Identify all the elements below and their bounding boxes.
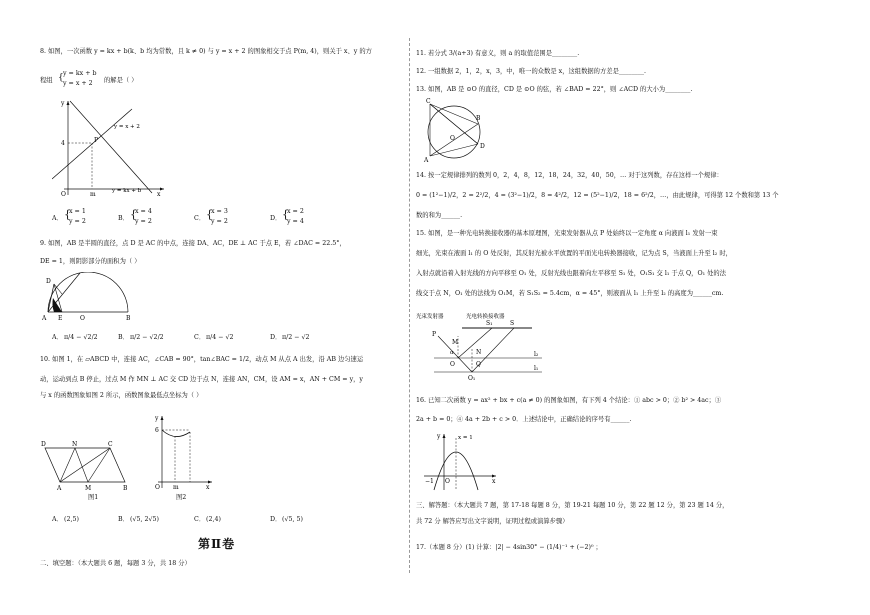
- q10-fig2-curve: [162, 430, 190, 437]
- q10-fig2-label-o: O: [155, 484, 160, 490]
- q16-label-axis: x = 1: [458, 435, 473, 441]
- q8-option-c-letter: C．: [194, 215, 206, 222]
- q10-fig2-label-six: 6: [155, 427, 159, 434]
- q16-label-y: y: [437, 433, 441, 440]
- q15-label-o1: O₁: [468, 375, 476, 382]
- q10-option-b-text: (√5, 2√5): [130, 516, 159, 523]
- q11: 11. 若分式 3/(a+3) 有意义，则 a 的取值范围是________.: [416, 50, 580, 57]
- q10-fig2-y-arrow: [161, 416, 164, 420]
- q9-label-b: B: [126, 315, 131, 322]
- q8-system-bottom: y = x + 2: [63, 80, 93, 87]
- q15-line3: 入射点就沿着入射光线的方向平移至 O₁ 处，反射光线也跟着向左平移至 S₁ 处，O₁S₁ 交 l₁ 于点 Q，O₁ 处的法: [416, 270, 727, 277]
- left-column: [0, 0, 410, 615]
- q9-line1: 9. 如图，AB 是半圆的直径，点 D 是 AC 的中点，连接 DA、AC，DE ⊥ AC 于点 E，若 ∠DAC = 22.5°，: [40, 240, 346, 247]
- q15-label-alpha: α: [450, 350, 454, 356]
- q8-option-d-letter: D．: [270, 215, 282, 222]
- q8-option-b-brace: {: [130, 208, 137, 221]
- q8-y-label: y: [61, 100, 65, 107]
- q16-line2: 2a + b = 0；④ 4a + 2b + c > 0．上述结论中，正确结论的序号有______.: [416, 416, 632, 423]
- q10-option-c-text: (2,4): [206, 516, 221, 523]
- q15-line4: 线交于点 N，O₁ 处的法线为 O₁M，若 S₁S₂ = 5.4cm，α = 45°，则液面从 l₁ 上升至 l₂ 的高度为______cm.: [416, 290, 724, 297]
- q16-line1: 16. 已知二次函数 y = ax² + bx + c(a ≠ 0) 的图象如图，有下列 4 个结论：① abc > 0；② b² > 4ac；③: [416, 397, 722, 404]
- q15-label-s1: S₁: [486, 320, 493, 327]
- q10-option-d-letter: D．: [270, 516, 282, 523]
- q8-origin-label: O: [61, 191, 66, 197]
- q8-line1: 8. 如图，一次函数 y = kx + b(k、b 均为常数，且 k ≠ 0) 与 y = x + 2 的图象相交于点 P(m, 4)，则关于 x、y 的方: [40, 48, 372, 55]
- q15-label-n: N: [476, 349, 482, 356]
- q8-option-b-bottom: y = 2: [135, 218, 152, 225]
- q10-segment-cm: [88, 448, 110, 482]
- q8-option-d-top: x = 2: [287, 208, 304, 215]
- q9-option-c-letter: C．: [194, 334, 206, 341]
- q10-fig1-label-n: N: [72, 441, 78, 448]
- q10-fig1-label-a: A: [57, 485, 62, 492]
- q8-system-brace: {: [58, 73, 64, 83]
- q10-fig1-label-b: B: [123, 485, 128, 492]
- q14-line3: 数的和为______.: [416, 212, 463, 219]
- q13-label-b: B: [476, 115, 481, 122]
- q9-semicircle-figure: [40, 272, 135, 324]
- q13-label-a: A: [424, 157, 429, 164]
- q9-option-d-letter: D．: [270, 334, 282, 341]
- q15-line2: 细光，光束在液面 l₁ 的 O 处反射，其反射光被水平放置的平面光电转换器接收，记为点 S，当液面上升至 l₂ 时，: [416, 250, 732, 257]
- q8-x-arrow: [160, 188, 164, 191]
- q10-line3: 与 x 的函数图象如图 2 所示，函数图象最低点坐标为（ ）: [40, 392, 203, 399]
- q9-option-b-letter: B．: [118, 334, 129, 341]
- q8-option-a-bottom: y = 2: [69, 218, 86, 225]
- q8-graph: [52, 97, 167, 197]
- q10-option-a-text: (2,5): [64, 516, 79, 523]
- q9-line2: DE = 1，则阴影部分的面积为（ ）: [40, 258, 141, 265]
- q8-option-c-top: x = 3: [211, 208, 228, 215]
- q10-fig2-caption: 图2: [176, 494, 187, 501]
- q10-option-d-text: (√5, 5): [282, 516, 303, 523]
- q8-option-c-bottom: y = 2: [211, 218, 228, 225]
- section-3-line2: 共 72 分 解答应写出文字说明，证明过程或演算步骤）: [416, 518, 569, 525]
- q8-option-d-brace: {: [282, 208, 289, 221]
- q16-label-neg1: −1: [425, 478, 434, 485]
- q10-fig2-label-m: m: [173, 484, 179, 490]
- q9-label-e: E: [58, 315, 63, 322]
- q9-option-d-text: π/2 − √2: [282, 334, 310, 341]
- q8-option-b-top: x = 4: [135, 208, 152, 215]
- q13-chord-ad: [430, 144, 478, 156]
- q13-chord-cb: [430, 104, 478, 124]
- q15-label-l2: l₂: [534, 351, 539, 358]
- q16-parabola-graph: [420, 430, 500, 492]
- part-2-heading: 第Ⅱ卷: [198, 537, 236, 551]
- q15-label-s: S: [510, 320, 515, 327]
- q8-line2-prefix: 程组: [40, 77, 53, 84]
- q9-option-b-text: π/2 − √2/2: [130, 334, 164, 341]
- q10-option-b-letter: B．: [118, 516, 129, 523]
- q10-fig1-label-m: M: [85, 485, 92, 492]
- q15-label-p: P: [432, 331, 437, 338]
- q13-label-o: O: [450, 135, 455, 142]
- q8-option-a-brace: {: [64, 208, 71, 221]
- q8-system-top: y = kx + b: [63, 70, 97, 77]
- q15-label-q: Q: [476, 361, 481, 368]
- q16-label-x: x: [492, 478, 496, 485]
- q13-label-c: C: [426, 98, 431, 105]
- q8-option-c-brace: {: [206, 208, 213, 221]
- q13-label-d: D: [480, 143, 485, 150]
- q10-line2: 动，运动到点 B 停止，过点 M 作 MN ⊥ AC 交 CD 边于点 N，连接 AN，CM，设 AM = x，AN + CM = y，y: [40, 376, 363, 383]
- q10-option-a-letter: A．: [52, 516, 63, 523]
- q9-option-a-text: π/4 − √2/2: [64, 334, 98, 341]
- q13-circle-figure: [414, 96, 494, 164]
- q10-fig1-label-d: D: [41, 441, 46, 448]
- q8-point-label: P: [94, 137, 99, 144]
- q8-option-d-bottom: y = 4: [287, 218, 304, 225]
- q9-label-d: D: [46, 278, 51, 285]
- q8-y-arrow: [67, 101, 70, 105]
- q10-fig2-label-y: y: [155, 415, 159, 422]
- q15-emitter-label: 光束发射器: [416, 314, 444, 320]
- q10-line1: 10. 如图 1，在 ▱ABCD 中，连接 AC，∠CAB = 90°，tan∠BAC = 1/2，动点 M 从点 A 出发，沿 AB 边匀速运: [40, 356, 364, 363]
- q8-line2-suffix: 的解是（ ）: [104, 77, 138, 84]
- q8-option-a-top: x = 1: [69, 208, 86, 215]
- q15-label-m: M: [452, 339, 459, 346]
- q8-option-a-letter: A．: [52, 215, 63, 222]
- q13: 13. 如图，AB 是 ⊙O 的直径，CD 是 ⊙O 的弦，若 ∠BAD = 22°，则 ∠ACD 的大小为________.: [416, 86, 693, 93]
- q15-receiver-label: 光电转换接收器: [466, 314, 505, 320]
- q8-line2-label: y = kx + b: [112, 188, 142, 194]
- q9-option-a-letter: A．: [52, 334, 63, 341]
- q14-line2: 0 = (1²−1)/2，2 = 2²/2，4 = (3²−1)/2，8 = 4²/2，12 = (5²−1)/2，18 = 6²/2，…，由此规律，可得第 12 个数和第 13 个: [416, 192, 779, 199]
- q15-label-o: O: [450, 361, 455, 368]
- q8-x-tick: m: [90, 191, 96, 197]
- section-2-heading: 二、填空题：（本大题共 6 题，每题 3 分，共 18 分）: [40, 560, 191, 567]
- right-column: [410, 0, 870, 615]
- q16-label-o: O: [445, 478, 450, 485]
- q10-figure2-graph: [150, 412, 215, 490]
- q12: 12. 一组数据 2，1，2，x，3，中，唯一的众数是 x，这组数据的方差是________.: [416, 68, 647, 75]
- q15-label-l1: l₁: [534, 365, 539, 372]
- q8-line1-label: y = x + 2: [114, 124, 140, 130]
- section-3-line1: 三、解答题：（本大题共 7 题，第 17-18 每题 8 分，第 19-21 每题 10 分，第 22 题 12 分，第 23 题 14 分，: [416, 502, 729, 509]
- q8-option-b-letter: B．: [118, 215, 129, 222]
- q14-line1: 14. 按一定规律排列的数列 0，2，4，8，12，18，24，32，40，50，… 对于这列数，存在这样一个规律：: [416, 172, 723, 179]
- q10-segment-mn: [75, 448, 88, 482]
- q8-line-kx-plus-b: [70, 101, 152, 193]
- q10-option-c-letter: C．: [194, 516, 206, 523]
- q16-y-arrow: [443, 434, 446, 438]
- q9-option-c-text: π/4 − √2: [206, 334, 234, 341]
- q9-label-o: O: [80, 315, 85, 322]
- q8-y-tick: 4: [61, 140, 65, 147]
- q17: 17.（本题 8 分）(1) 计算：|2| − 4sin30° − (1/4)⁻¹ + (−2)⁰ ；: [416, 544, 602, 551]
- q8-x-label: x: [157, 191, 161, 197]
- q15-reflected-ray-raised: [458, 328, 492, 358]
- q10-fig2-label-x: x: [206, 484, 210, 490]
- q10-fig1-label-c: C: [108, 441, 113, 448]
- q9-label-a: A: [42, 315, 47, 322]
- q15-line1: 15. 如图，是一种光电转换接收器的基本原理图，光束发射器从点 P 处始终以一定角度 α 向液面 l₁ 发射一束: [416, 230, 718, 237]
- q10-figure1-parallelogram: [40, 438, 130, 493]
- q10-fig1-caption: 图1: [88, 494, 99, 501]
- q15-optics-figure: [414, 310, 544, 386]
